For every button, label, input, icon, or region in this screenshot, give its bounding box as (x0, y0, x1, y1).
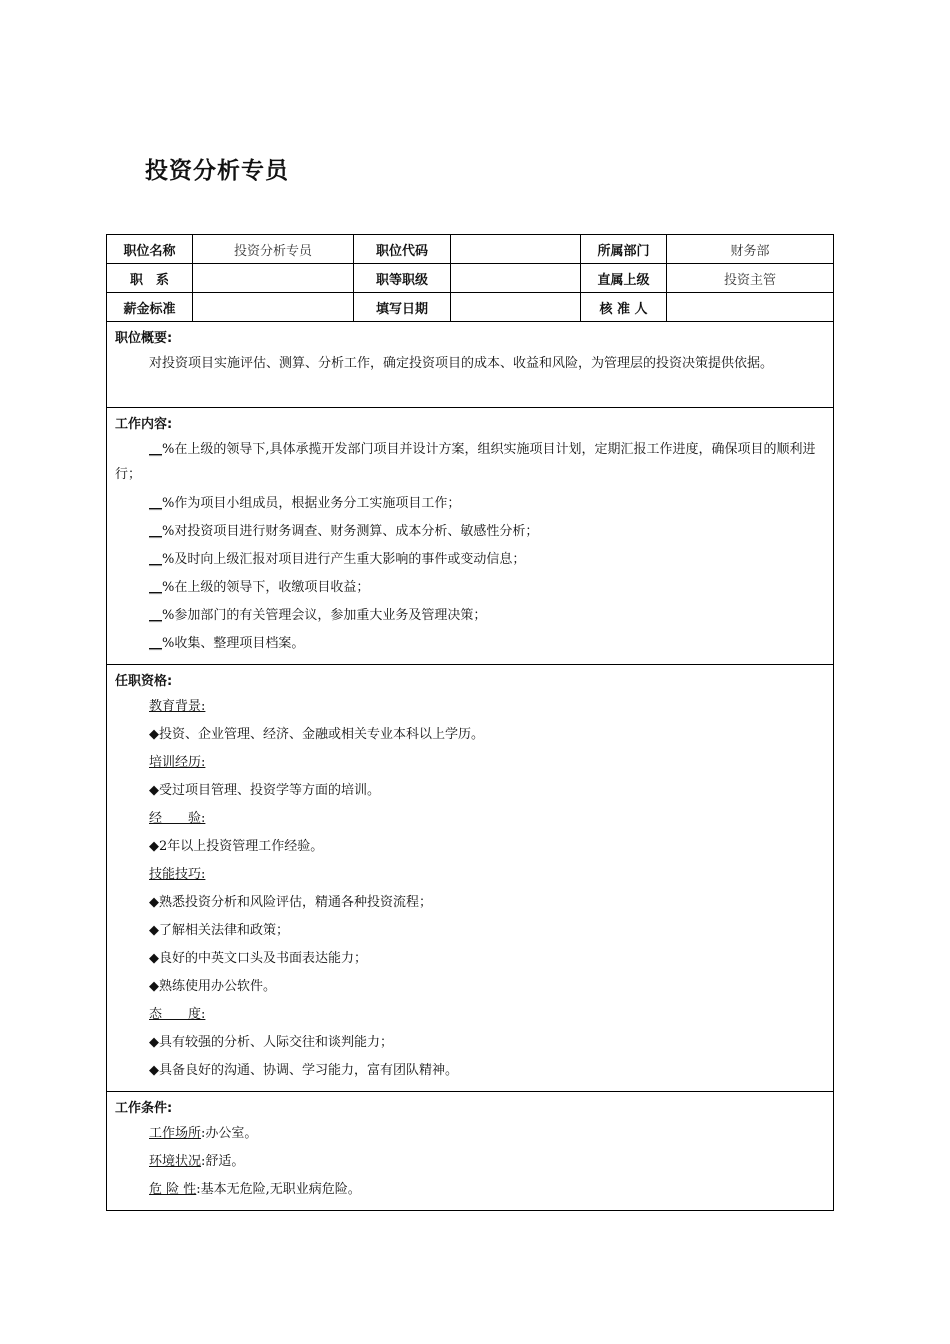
overview-section (107, 322, 834, 408)
value-fill-date (451, 293, 581, 322)
label-position-name: 职位名称 (107, 235, 193, 264)
overview-title: 职位概要: (115, 331, 173, 346)
environment-label: 环境状况 (149, 1154, 202, 1169)
fill-blank: __ (149, 496, 162, 511)
work-item: __%及时向上级汇报对项目进行产生重大影响的事件或变动信息； (149, 552, 526, 567)
skill-item: ◆熟悉投资分析和风险评估，精通各种投资流程； (149, 895, 432, 910)
experience-label: 经 验: (149, 811, 206, 826)
skill-item: ◆了解相关法律和政策； (149, 923, 289, 938)
label-fill-date: 填写日期 (354, 293, 451, 322)
job-description-table (106, 234, 834, 1211)
conditions-title: 工作条件: (115, 1101, 173, 1116)
environment-line (115, 1148, 825, 1176)
environment-value: :舒适。 (201, 1154, 245, 1169)
fill-blank: __ (149, 442, 162, 457)
value-approver (667, 293, 834, 322)
qualification-title: 任职资格: (115, 674, 173, 689)
workplace-value: :办公室。 (201, 1126, 258, 1141)
experience-item: ◆2年以上投资管理工作经验。 (149, 839, 324, 854)
info-row-2 (107, 264, 834, 293)
work-item: __%在上级的领导下，收缴项目收益； (149, 580, 370, 595)
label-job-grade: 职等职级 (354, 264, 451, 293)
skills-label: 技能技巧: (149, 867, 206, 882)
training-item: ◆受过项目管理、投资学等方面的培训。 (149, 783, 380, 798)
value-department: 财务部 (667, 235, 834, 264)
label-supervisor: 直属上级 (581, 264, 667, 293)
qualification-section (107, 665, 834, 1092)
page-title: 投资分析专员 (145, 158, 289, 184)
attitude-item: ◆具有较强的分析、人际交往和谈判能力； (149, 1035, 393, 1050)
risk-line (115, 1176, 825, 1204)
label-position-code: 职位代码 (354, 235, 451, 264)
skill-item: ◆良好的中英文口头及书面表达能力； (149, 951, 367, 966)
work-item: __%参加部门的有关管理会议，参加重大业务及管理决策； (149, 608, 487, 623)
workplace-line (115, 1120, 825, 1148)
fill-blank: __ (149, 552, 162, 567)
fill-blank: __ (149, 636, 162, 651)
value-position-name: 投资分析专员 (193, 235, 354, 264)
label-job-series: 职 系 (107, 264, 193, 293)
work-section (107, 408, 834, 665)
conditions-section (107, 1092, 834, 1211)
training-label: 培训经历: (149, 755, 206, 770)
work-item: __%在上级的领导下,具体承揽开发部门项目并设计方案，组织实施项目计划，定期汇报工作进度，确保项目的顺利进行； (115, 442, 816, 482)
attitude-item: ◆具备良好的沟通、协调、学习能力，富有团队精神。 (149, 1063, 458, 1078)
info-row-1 (107, 235, 834, 264)
education-label: 教育背景: (149, 699, 206, 714)
skill-item: ◆熟练使用办公软件。 (149, 979, 276, 994)
attitude-label: 态 度: (149, 1007, 206, 1022)
value-position-code (451, 235, 581, 264)
label-approver: 核 准 人 (581, 293, 667, 322)
info-row-3 (107, 293, 834, 322)
value-supervisor: 投资主管 (667, 264, 834, 293)
workplace-label: 工作场所 (149, 1126, 202, 1141)
label-department: 所属部门 (581, 235, 667, 264)
risk-value: :基本无危险,无职业病危险。 (196, 1182, 361, 1197)
work-item: __%作为项目小组成员，根据业务分工实施项目工作； (149, 496, 461, 511)
fill-blank: __ (149, 524, 162, 539)
value-job-grade (451, 264, 581, 293)
work-title: 工作内容: (115, 417, 173, 432)
education-item: ◆投资、企业管理、经济、金融或相关专业本科以上学历。 (149, 727, 484, 742)
overview-text: 对投资项目实施评估、测算、分析工作，确定投资项目的成本、收益和风险，为管理层的投资决策提供依据。 (149, 356, 774, 371)
risk-label: 危 险 性 (149, 1182, 197, 1197)
fill-blank: __ (149, 580, 162, 595)
fill-blank: __ (149, 608, 162, 623)
work-item: __%收集、整理项目档案。 (149, 636, 305, 651)
value-salary (193, 293, 354, 322)
label-salary: 薪金标准 (107, 293, 193, 322)
value-job-series (193, 264, 354, 293)
work-item: __%对投资项目进行财务调查、财务测算、成本分析、敏感性分析； (149, 524, 539, 539)
